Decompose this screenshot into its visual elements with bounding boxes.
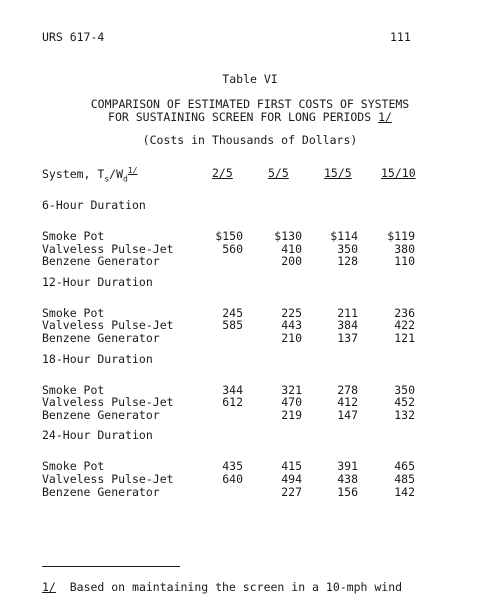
subtitle-line-2-text: FOR SUSTAINING SCREEN FOR LONG PERIODS [108,110,372,124]
cost-cell: 350 [394,382,415,397]
cost-cell: 211 [337,305,358,320]
system-column-header [42,166,138,184]
table-row [42,473,415,486]
page-number: 111 [390,30,411,44]
system-label: System, T [42,166,105,181]
table-row [42,396,415,409]
cost-cell: 227 [281,484,302,499]
table-row [42,255,415,268]
cost-cell: 412 [337,395,358,410]
cost-cell: $150 [215,229,243,243]
cost-cell: $114 [330,229,358,243]
footnote-marker: 1/ [42,580,56,594]
cost-cell: 245 [222,305,243,320]
cost-cell: 210 [281,330,302,345]
section-header-row [42,345,415,372]
cost-table [42,191,415,498]
column-header-3: 15/5 [324,166,352,180]
cost-cell: 321 [281,382,302,397]
cost-cell: 422 [394,318,415,333]
cost-cell: 640 [222,471,243,486]
footnote-rule [42,566,180,567]
cost-cell: 236 [394,305,415,320]
section-title: 6-Hour Duration [42,198,146,212]
table-row [42,230,415,243]
subscript-d: d [123,174,128,184]
system-name: Smoke Pot [42,229,105,243]
cost-cell: 485 [394,471,415,486]
cost-cell [202,255,243,268]
cost-cell [202,486,243,499]
cost-cell: 410 [281,241,302,256]
cost-cell: 435 [222,459,243,474]
cost-cell: 465 [394,459,415,474]
section-title: 18-Hour Duration [42,351,153,366]
document-id: URS 617-4 [42,30,105,44]
cost-cell: 384 [337,318,358,333]
system-name: Valveless Pulse-Jet [42,318,174,333]
cost-cell: 200 [281,254,302,269]
table-title: Table VI [222,72,278,86]
cost-cell: 137 [337,330,358,345]
system-label-w: /W [109,166,123,181]
cost-cell: 438 [337,471,358,486]
section-header-row [42,268,415,295]
system-name: Benzene Generator [42,484,160,499]
system-name: Benzene Generator [42,407,160,422]
section-header-row [42,421,415,448]
cost-cell: 156 [337,484,358,499]
system-name: Smoke Pot [42,459,105,474]
cost-cell: 560 [222,241,243,256]
cost-cell: 415 [281,459,302,474]
cost-cell: 110 [394,254,415,269]
table-row [42,409,415,422]
cost-cell: 452 [394,395,415,410]
cost-cell: 612 [222,395,243,410]
table-subtitle-line-1: COMPARISON OF ESTIMATED FIRST COSTS OF SYSTEMS [90,97,410,111]
footnote [42,580,402,594]
column-header-2: 5/5 [268,166,289,180]
cost-cell: 470 [281,395,302,410]
cost-cell: 132 [394,407,415,422]
table-row [42,486,415,499]
column-header-4: 15/10 [381,166,416,180]
section-gap [42,295,415,307]
cost-cell: 494 [281,471,302,486]
column-header-1: 2/5 [212,166,233,180]
cost-cell: 344 [222,382,243,397]
section-title: 24-Hour Duration [42,428,153,443]
table-subtitle-line-2 [0,110,500,124]
system-name: Smoke Pot [42,305,105,320]
system-name: Valveless Pulse-Jet [42,241,174,256]
system-name: Smoke Pot [42,382,105,397]
system-name: Benzene Generator [42,330,160,345]
section-header-row [42,191,415,218]
cost-cell: 142 [394,484,415,499]
cost-cell: 219 [281,407,302,422]
subscript-s: s [104,174,110,184]
cost-cell: 121 [394,330,415,345]
cost-cell: $130 [274,229,302,243]
system-name: Valveless Pulse-Jet [42,395,174,410]
cost-cell [202,409,243,422]
cost-cell: 147 [337,407,358,422]
units-note: (Costs in Thousands of Dollars) [142,133,358,147]
subtitle-footnote-ref: 1/ [378,110,392,124]
cost-cell: 585 [222,318,243,333]
cost-cell: $119 [387,229,415,243]
footnote-text: Based on maintaining the screen in a 10-mph wind [69,580,403,594]
cost-cell: 278 [337,382,358,397]
system-name: Valveless Pulse-Jet [42,471,174,486]
cost-table-body [42,191,415,498]
section-gap [42,372,415,384]
table-row [42,332,415,345]
header-footnote-ref: 1/ [127,166,138,175]
cost-cell: 380 [394,241,415,256]
cost-cell: 225 [281,305,302,320]
cost-cell: 391 [337,459,358,474]
cost-cell: 443 [281,318,302,333]
cost-cell [202,332,243,345]
section-title: 12-Hour Duration [42,274,153,289]
cost-cell: 128 [337,254,358,269]
column-header-row [42,166,442,183]
system-name: Benzene Generator [42,254,160,269]
cost-cell: 350 [337,241,358,256]
